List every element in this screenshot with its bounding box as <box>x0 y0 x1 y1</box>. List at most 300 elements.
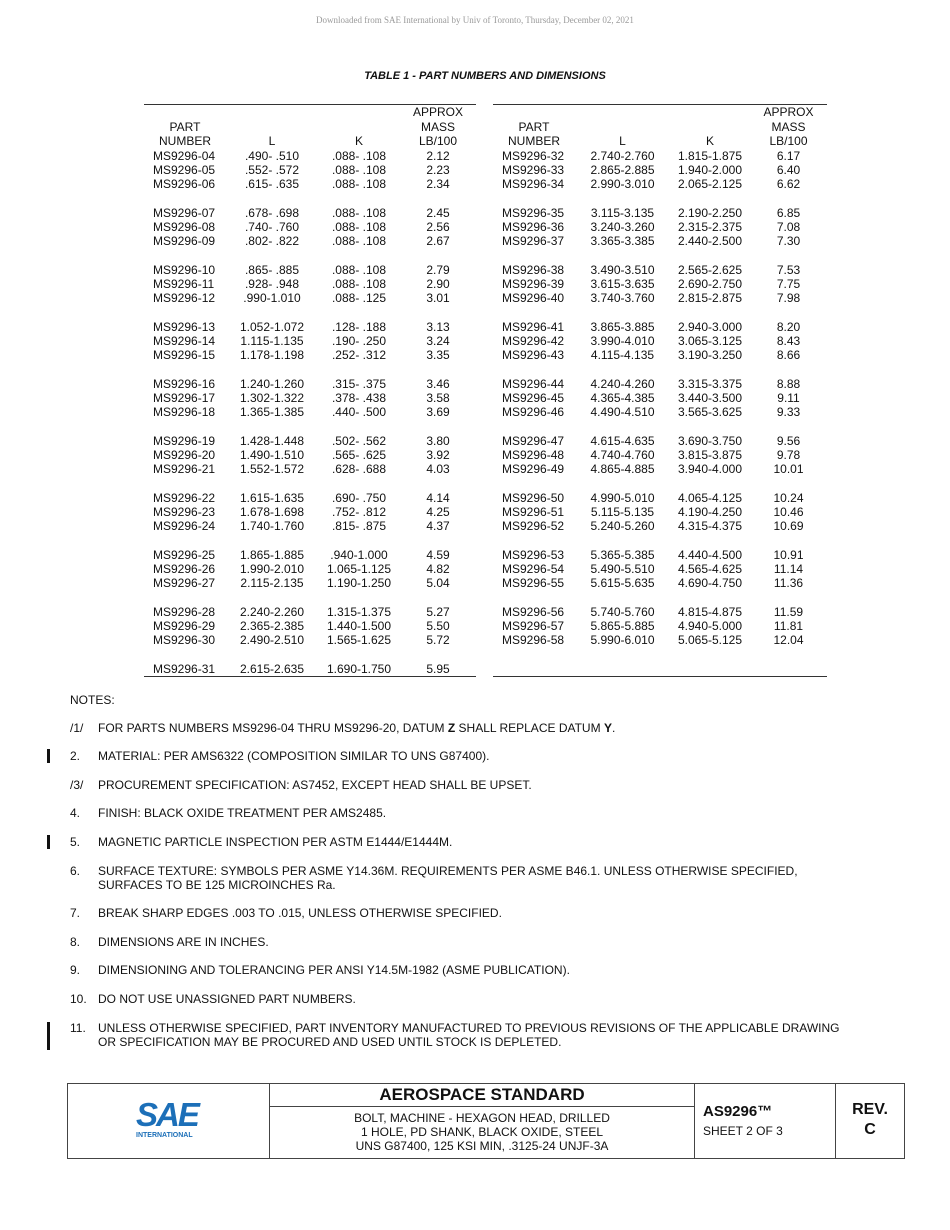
mass-cell: 8.88 <box>776 376 801 391</box>
k-cell: 2.940-3.000 <box>677 319 743 334</box>
k-cell: .752- .812 <box>331 504 387 519</box>
note-number: /1/ <box>70 721 84 735</box>
mass-cell: 2.90 <box>426 276 450 291</box>
table-row <box>493 277 827 291</box>
empty-cell <box>493 662 575 677</box>
part-number-cell: MS9296-58 <box>502 632 565 647</box>
note-text: MATERIAL: PER AMS6322 (COMPOSITION SIMILAR TO UNS G87400). <box>98 749 490 763</box>
l-cell: 4.740-4.760 <box>590 447 655 462</box>
note-number: 6. <box>70 864 81 878</box>
mass-cell: 3.01 <box>426 290 450 305</box>
l-cell: 2.490-2.510 <box>239 632 305 647</box>
table-row <box>493 519 827 533</box>
part-number-cell: MS9296-29 <box>153 618 216 633</box>
table-row <box>144 177 476 191</box>
k-cell: .088- .108 <box>331 148 387 163</box>
part-table-right-body <box>493 149 827 677</box>
l-cell: 3.115-3.135 <box>590 205 655 220</box>
part-number-cell: MS9296-13 <box>153 319 216 334</box>
table-row <box>144 377 476 391</box>
k-cell: 3.190-3.250 <box>677 347 743 362</box>
l-cell: 3.490-3.510 <box>590 262 655 277</box>
part-number-cell: MS9296-18 <box>153 404 216 419</box>
l-cell: 4.615-4.635 <box>590 433 655 448</box>
group-spacer <box>144 362 476 376</box>
k-cell: 5.065-5.125 <box>677 632 743 647</box>
group-spacer <box>493 533 827 547</box>
mass-cell: 5.27 <box>426 604 450 619</box>
k-cell: 1.940-2.000 <box>677 162 743 177</box>
mass-cell: 5.72 <box>426 632 450 647</box>
l-cell: 1.865-1.885 <box>239 547 305 562</box>
table-header-row <box>493 105 827 149</box>
document-cell <box>695 1084 836 1158</box>
l-cell: 4.115-4.135 <box>590 347 655 362</box>
table-title: TABLE 1 - PART NUMBERS AND DIMENSIONS <box>364 70 606 82</box>
l-cell: 3.865-3.885 <box>590 319 655 334</box>
part-number-cell: MS9296-06 <box>153 176 216 191</box>
revision-bar <box>47 1022 50 1050</box>
k-cell: 3.565-3.625 <box>677 404 743 419</box>
k-cell: 4.065-4.125 <box>677 490 743 505</box>
group-spacer <box>144 419 476 433</box>
standard-title: AEROSPACE STANDARD <box>270 1084 694 1107</box>
table-row <box>144 149 476 163</box>
part-number-cell: MS9296-09 <box>153 233 216 248</box>
table-row <box>493 320 827 334</box>
note-text: FOR PARTS NUMBERS MS9296-04 THRU MS9296-20, DATUM Z SHALL REPLACE DATUM Y. <box>98 721 616 735</box>
note-number: /3/ <box>70 778 84 792</box>
part-number-cell: MS9296-47 <box>502 433 565 448</box>
table-row <box>493 334 827 348</box>
empty-cell <box>750 662 827 677</box>
k-cell: 4.690-4.750 <box>677 575 743 590</box>
empty-cell <box>670 662 750 677</box>
table-row <box>493 619 827 633</box>
part-number-cell: MS9296-08 <box>153 219 216 234</box>
mass-cell: 11.59 <box>773 604 804 619</box>
mass-cell: 11.81 <box>773 618 804 633</box>
l-cell: .740- .760 <box>244 219 300 234</box>
table-row <box>493 163 827 177</box>
k-cell: .815- .875 <box>331 518 387 533</box>
mass-cell: 7.98 <box>776 290 801 305</box>
k-cell: .315- .375 <box>331 376 387 391</box>
part-table-left-body <box>144 149 476 677</box>
table-row <box>493 177 827 191</box>
part-number-cell: MS9296-48 <box>502 447 565 462</box>
table-row <box>144 491 476 505</box>
l-cell: 5.490-5.510 <box>590 561 655 576</box>
table-row <box>144 576 476 590</box>
l-cell: 5.115-5.135 <box>590 504 655 519</box>
part-table-left <box>144 104 476 677</box>
note-number: 10. <box>70 992 87 1006</box>
mass-cell: 3.58 <box>426 390 450 405</box>
sheet-number: SHEET 2 OF 3 <box>703 1124 783 1138</box>
group-spacer <box>493 248 827 262</box>
mass-cell: 3.13 <box>426 319 450 334</box>
l-cell: .678- .698 <box>244 205 300 220</box>
group-spacer <box>144 248 476 262</box>
mass-cell: 2.45 <box>426 205 450 220</box>
part-number-header: PART NUMBER <box>144 105 226 149</box>
part-number-cell: MS9296-30 <box>153 632 216 647</box>
k-cell: .440- .500 <box>331 404 387 419</box>
group-spacer <box>493 476 827 490</box>
part-number-cell: MS9296-16 <box>153 376 216 391</box>
mass-cell: 2.79 <box>426 262 450 277</box>
table-row <box>144 662 476 677</box>
logo-cell <box>68 1084 270 1158</box>
k-cell: 1.690-1.750 <box>318 662 400 677</box>
k-cell: 1.315-1.375 <box>326 604 392 619</box>
part-number-cell: MS9296-56 <box>502 604 565 619</box>
revision-label: REV. <box>852 1101 888 1118</box>
k-cell: 2.690-2.750 <box>677 276 743 291</box>
note-number: 2. <box>70 749 81 763</box>
part-number-cell: MS9296-53 <box>502 547 565 562</box>
group-spacer <box>493 362 827 376</box>
table-row <box>144 462 476 476</box>
mass-cell: 12.04 <box>773 632 804 647</box>
mass-cell: 5.50 <box>426 618 450 633</box>
mass-cell: 4.82 <box>426 561 450 576</box>
l-cell: 5.740-5.760 <box>590 604 655 619</box>
table-row <box>493 291 827 305</box>
table-row <box>493 548 827 562</box>
part-number-cell: MS9296-55 <box>502 575 565 590</box>
part-number-cell: MS9296-14 <box>153 333 216 348</box>
part-number-cell: MS9296-07 <box>153 205 216 220</box>
table-row <box>493 505 827 519</box>
note-text: MAGNETIC PARTICLE INSPECTION PER ASTM E1444/E1444M. <box>98 835 453 849</box>
l-cell: .990-1.010 <box>243 290 301 305</box>
table-row <box>144 277 476 291</box>
mass-cell: 9.78 <box>776 447 801 462</box>
table-row <box>144 448 476 462</box>
part-number-cell: MS9296-31 <box>144 662 226 677</box>
l-cell: 1.178-1.198 <box>239 347 305 362</box>
l-cell: 2.115-2.135 <box>240 575 304 590</box>
part-number-cell: MS9296-10 <box>153 262 216 277</box>
part-number-cell: MS9296-36 <box>502 219 565 234</box>
mass-cell: 7.53 <box>776 262 801 277</box>
mass-header: APPROX MASS LB/100 <box>400 105 476 149</box>
notes-title: NOTES: <box>70 693 115 707</box>
mass-cell: 3.69 <box>426 404 450 419</box>
l-cell: 5.615-5.635 <box>590 575 655 590</box>
group-spacer <box>493 191 827 205</box>
part-number-cell: MS9296-33 <box>502 162 565 177</box>
k-header: K <box>670 105 750 149</box>
note-text: SURFACE TEXTURE: SYMBOLS PER ASME Y14.36M. REQUIREMENTS PER ASME B46.1. UNLESS OTHERWISE SPECIFIED, SURFACES TO BE 125 MICROINCHES Ra. <box>98 864 798 892</box>
table-row <box>493 377 827 391</box>
table-row <box>493 562 827 576</box>
part-number-cell: MS9296-39 <box>502 276 565 291</box>
download-watermark: Downloaded from SAE International by Univ of Toronto, Thursday, December 02, 2021 <box>316 15 634 25</box>
part-number-cell: MS9296-17 <box>153 390 216 405</box>
mass-cell: 4.25 <box>426 504 450 519</box>
mass-cell: 5.95 <box>400 662 476 677</box>
mass-cell: 9.33 <box>776 404 801 419</box>
k-cell: 4.315-4.375 <box>677 518 743 533</box>
table-row <box>144 548 476 562</box>
svg-text:INTERNATIONAL: INTERNATIONAL <box>136 1132 193 1139</box>
table-row <box>144 348 476 362</box>
l-cell: .865- .885 <box>244 262 300 277</box>
l-cell: 2.740-2.760 <box>590 148 655 163</box>
k-cell: 3.065-3.125 <box>677 333 743 348</box>
mass-cell: 11.14 <box>773 561 804 576</box>
table-row <box>493 206 827 220</box>
table-row <box>144 434 476 448</box>
sae-logo <box>136 1096 206 1140</box>
part-number-cell: MS9296-23 <box>153 504 216 519</box>
mass-cell: 4.59 <box>426 547 450 562</box>
group-spacer <box>493 419 827 433</box>
table-row <box>493 149 827 163</box>
table-row <box>493 263 827 277</box>
table-row <box>144 263 476 277</box>
table-row <box>493 448 827 462</box>
l-cell: 2.240-2.260 <box>239 604 305 619</box>
part-number-cell: MS9296-05 <box>153 162 216 177</box>
group-spacer <box>493 305 827 319</box>
mass-cell: 2.12 <box>426 148 450 163</box>
k-cell: 3.940-4.000 <box>677 461 743 476</box>
k-cell: .088- .108 <box>331 233 387 248</box>
part-number-cell: MS9296-22 <box>153 490 216 505</box>
mass-cell: 8.20 <box>776 319 801 334</box>
table-row <box>493 462 827 476</box>
l-cell: 1.302-1.322 <box>239 390 305 405</box>
k-cell: 2.065-2.125 <box>677 176 743 191</box>
standard-cell <box>270 1084 695 1158</box>
table-row <box>144 206 476 220</box>
l-header: L <box>226 105 318 149</box>
note-number: 4. <box>70 806 81 820</box>
k-cell: 1.440-1.500 <box>326 618 392 633</box>
table-row <box>144 619 476 633</box>
group-spacer <box>493 647 827 661</box>
l-cell: .490- .510 <box>244 148 300 163</box>
l-cell: 1.552-1.572 <box>239 461 305 476</box>
l-cell: 1.740-1.760 <box>239 518 305 533</box>
k-cell: 1.565-1.625 <box>326 632 392 647</box>
mass-cell: 6.62 <box>776 176 801 191</box>
part-number-cell: MS9296-28 <box>153 604 216 619</box>
k-cell: 2.440-2.500 <box>677 233 743 248</box>
part-number-cell: MS9296-54 <box>502 561 565 576</box>
l-cell: 3.240-3.260 <box>590 219 655 234</box>
l-cell: 4.990-5.010 <box>590 490 655 505</box>
mass-cell: 10.01 <box>773 461 804 476</box>
l-cell: 3.990-4.010 <box>590 333 655 348</box>
l-cell: 1.240-1.260 <box>239 376 305 391</box>
table-row <box>144 163 476 177</box>
k-cell: 2.565-2.625 <box>677 262 743 277</box>
l-cell: .802- .822 <box>244 233 300 248</box>
note-text: FINISH: BLACK OXIDE TREATMENT PER AMS2485. <box>98 806 387 820</box>
part-number-cell: MS9296-57 <box>502 618 565 633</box>
mass-cell: 2.56 <box>426 219 450 234</box>
table-row <box>493 491 827 505</box>
l-cell: 4.865-4.885 <box>590 461 655 476</box>
part-number-cell: MS9296-44 <box>502 376 565 391</box>
l-cell: 4.365-4.385 <box>590 390 655 405</box>
mass-cell: 2.67 <box>426 233 450 248</box>
l-cell: .928- .948 <box>244 276 300 291</box>
table-row <box>144 405 476 419</box>
l-cell: 1.990-2.010 <box>239 561 305 576</box>
revision-value: C <box>864 1121 876 1138</box>
part-number-cell: MS9296-52 <box>502 518 565 533</box>
l-header: L <box>575 105 670 149</box>
part-number-cell: MS9296-43 <box>502 347 565 362</box>
part-number-cell: MS9296-27 <box>153 575 216 590</box>
part-number-cell: MS9296-04 <box>153 148 216 163</box>
table-row <box>144 291 476 305</box>
part-number-cell: MS9296-20 <box>153 447 216 462</box>
revision-bar <box>47 835 50 849</box>
svg-text:SAE: SAE <box>136 1096 198 1133</box>
empty-table-row <box>493 662 827 677</box>
mass-cell: 3.35 <box>426 347 450 362</box>
table-row <box>493 576 827 590</box>
note-text: PROCUREMENT SPECIFICATION: AS7452, EXCEPT HEAD SHALL BE UPSET. <box>98 778 532 792</box>
l-cell: 1.490-1.510 <box>239 447 305 462</box>
mass-cell: 7.30 <box>776 233 801 248</box>
k-cell: .088- .108 <box>331 176 387 191</box>
mass-cell: 3.24 <box>426 333 450 348</box>
part-number-cell: MS9296-35 <box>502 205 565 220</box>
table-row <box>493 391 827 405</box>
mass-cell: 6.85 <box>776 205 801 220</box>
part-number-cell: MS9296-15 <box>153 347 216 362</box>
group-spacer <box>144 590 476 604</box>
mass-cell: 10.91 <box>773 547 804 562</box>
k-cell: 4.440-4.500 <box>677 547 743 562</box>
k-cell: .690- .750 <box>331 490 387 505</box>
part-number-cell: MS9296-50 <box>502 490 565 505</box>
mass-cell: 4.14 <box>426 490 450 505</box>
table-row <box>144 562 476 576</box>
table-row <box>144 605 476 619</box>
k-cell: .088- .108 <box>331 262 387 277</box>
l-cell: 1.115-1.135 <box>240 333 304 348</box>
table-row <box>493 405 827 419</box>
mass-cell: 5.04 <box>426 575 450 590</box>
document-number: AS9296™ <box>703 1103 773 1120</box>
mass-cell: 4.03 <box>426 461 450 476</box>
mass-cell: 6.17 <box>776 148 801 163</box>
part-number-cell: MS9296-45 <box>502 390 565 405</box>
part-table-right <box>493 104 827 677</box>
note-text: DO NOT USE UNASSIGNED PART NUMBERS. <box>98 992 356 1006</box>
l-cell: 1.615-1.635 <box>239 490 305 505</box>
l-cell: .552- .572 <box>244 162 300 177</box>
group-spacer <box>144 476 476 490</box>
l-cell: 5.365-5.385 <box>590 547 655 562</box>
part-number-cell: MS9296-49 <box>502 461 565 476</box>
table-row <box>493 348 827 362</box>
part-number-cell: MS9296-40 <box>502 290 565 305</box>
table-row <box>144 234 476 248</box>
mass-cell: 4.37 <box>426 518 450 533</box>
mass-cell: 7.75 <box>776 276 801 291</box>
part-number-cell: MS9296-26 <box>153 561 216 576</box>
k-cell: .565- .625 <box>331 447 387 462</box>
part-number-cell: MS9296-19 <box>153 433 216 448</box>
l-cell: 1.365-1.385 <box>239 404 305 419</box>
table-row <box>144 220 476 234</box>
note-text: DIMENSIONS ARE IN INCHES. <box>98 935 269 949</box>
mass-cell: 6.40 <box>776 162 801 177</box>
k-cell: 3.440-3.500 <box>677 390 743 405</box>
l-cell: 2.990-3.010 <box>590 176 655 191</box>
note-number: 11. <box>70 1021 86 1035</box>
l-cell: 5.865-5.885 <box>590 618 655 633</box>
l-cell: 1.678-1.698 <box>239 504 305 519</box>
standard-description: BOLT, MACHINE - HEXAGON HEAD, DRILLED 1 HOLE, PD SHANK, BLACK OXIDE, STEEL UNS G87400, 125 KSI MIN, .3125-24 UNJF-3A <box>354 1111 610 1153</box>
k-cell: .088- .108 <box>331 162 387 177</box>
part-number-cell: MS9296-38 <box>502 262 565 277</box>
l-cell: 3.365-3.385 <box>590 233 655 248</box>
group-spacer <box>144 533 476 547</box>
table-row <box>144 391 476 405</box>
k-cell: 4.815-4.875 <box>677 604 743 619</box>
part-number-cell: MS9296-51 <box>502 504 565 519</box>
k-cell: 1.815-1.875 <box>677 148 743 163</box>
k-cell: .088- .108 <box>331 219 387 234</box>
note-number: 8. <box>70 935 81 949</box>
k-header: K <box>318 105 400 149</box>
mass-cell: 10.46 <box>773 504 804 519</box>
note-text: UNLESS OTHERWISE SPECIFIED, PART INVENTORY MANUFACTURED TO PREVIOUS REVISIONS OF THE APPLICABLE DRAWING OR SPECIFICATION MAY BE PROCURED AND USED UNTIL STOCK IS DEPLETED. <box>98 1021 840 1049</box>
note-text: DIMENSIONING AND TOLERANCING PER ANSI Y14.5M-1982 (ASME PUBLICATION). <box>98 963 570 977</box>
group-spacer <box>144 191 476 205</box>
group-spacer <box>493 590 827 604</box>
l-cell: 1.052-1.072 <box>239 319 305 334</box>
part-number-cell: MS9296-34 <box>502 176 565 191</box>
part-number-cell: MS9296-21 <box>153 461 216 476</box>
l-cell: 1.428-1.448 <box>239 433 305 448</box>
l-cell: 3.615-3.635 <box>590 276 655 291</box>
k-cell: .940-1.000 <box>330 547 388 562</box>
mass-cell: 7.08 <box>776 219 801 234</box>
note-number: 5. <box>70 835 81 849</box>
part-number-header: PART NUMBER <box>493 105 575 149</box>
note-number: 9. <box>70 963 81 977</box>
mass-cell: 3.46 <box>426 376 450 391</box>
l-cell: 2.365-2.385 <box>239 618 305 633</box>
l-cell: 3.740-3.760 <box>590 290 655 305</box>
k-cell: 1.065-1.125 <box>326 561 392 576</box>
l-cell: 2.865-2.885 <box>590 162 655 177</box>
table-row <box>493 633 827 647</box>
k-cell: .128- .188 <box>331 319 387 334</box>
k-cell: .628- .688 <box>331 461 387 476</box>
table-row <box>144 505 476 519</box>
note-number: 7. <box>70 906 81 920</box>
table-row <box>144 334 476 348</box>
k-cell: 2.315-2.375 <box>677 219 743 234</box>
k-cell: 2.190-2.250 <box>677 205 743 220</box>
l-cell: 5.990-6.010 <box>590 632 655 647</box>
l-cell: .615- .635 <box>244 176 300 191</box>
mass-cell: 3.80 <box>426 433 450 448</box>
